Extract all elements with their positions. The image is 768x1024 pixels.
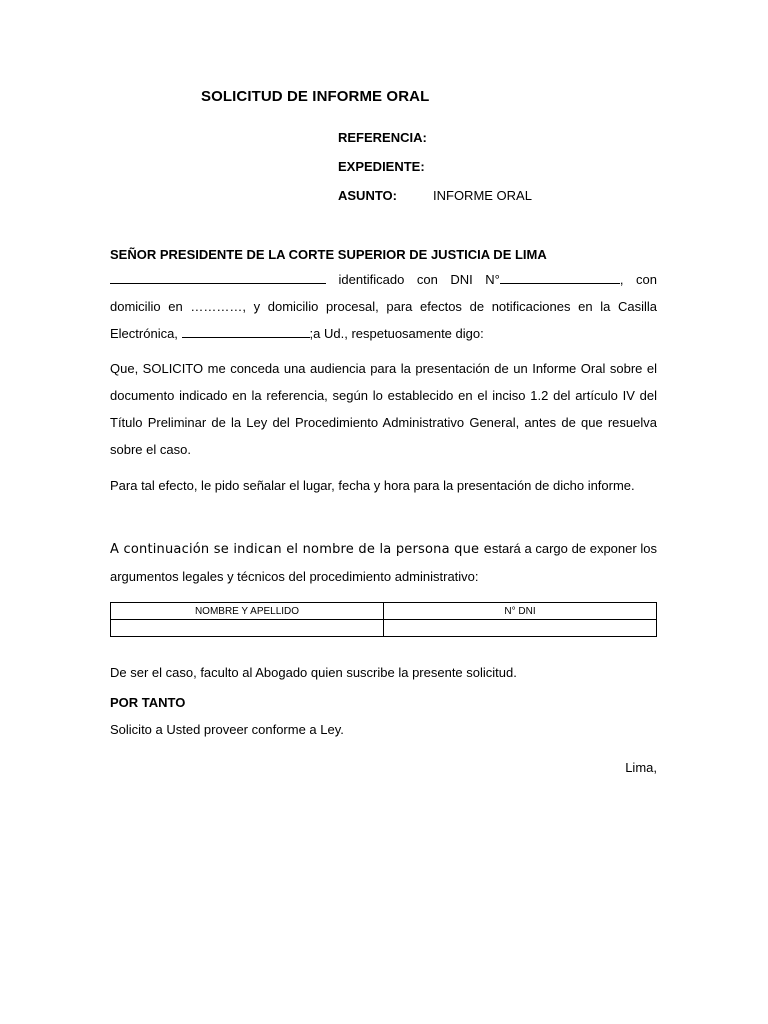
header-dni: N° DNI [384, 603, 657, 620]
table-row [111, 620, 657, 637]
schedule-paragraph: Para tal efecto, le pido señalar el lugar, fecha y hora para la presentación de dicho informe. [110, 478, 635, 493]
closing-place: Lima, [625, 760, 657, 775]
name-blank [110, 271, 326, 284]
cell-dni [384, 620, 657, 637]
persons-paragraph [110, 535, 657, 590]
asunto-row [338, 188, 532, 217]
document-title: SOLICITUD DE INFORME ORAL [201, 88, 430, 105]
persons-table [110, 602, 657, 637]
persons-lead: A continuación se indican el nombre de la persona que e [110, 542, 492, 557]
addressee: SEÑOR PRESIDENTE DE LA CORTE SUPERIOR DE JUSTICIA DE LIMA [110, 247, 547, 262]
intro-part2: , con domicilio en …………, y domicilio procesal, para efectos de notificaciones en la Casilla Electrónica, [110, 272, 657, 341]
intro-part3: ;a Ud., respetuosamente digo: [309, 326, 484, 341]
reference-row [338, 130, 532, 159]
casilla-blank [182, 325, 310, 338]
cell-name [111, 620, 384, 637]
por-tanto-heading: POR TANTO [110, 695, 186, 710]
dni-blank [500, 271, 620, 284]
reference-block [338, 130, 532, 217]
asunto-value: INFORME ORAL [433, 188, 532, 203]
asunto-label: ASUNTO: [338, 188, 397, 203]
header-name: NOMBRE Y APELLIDO [111, 603, 384, 620]
expediente-label: EXPEDIENTE: [338, 159, 425, 174]
reference-label: REFERENCIA: [338, 130, 427, 145]
intro-paragraph [110, 266, 657, 347]
expediente-row [338, 159, 532, 188]
final-paragraph: Solicito a Usted proveer conforme a Ley. [110, 722, 344, 737]
lawyer-paragraph: De ser el caso, faculto al Abogado quien suscribe la presente solicitud. [110, 665, 517, 680]
table-header-row [111, 603, 657, 620]
persons-rest: stará a cargo de exponer los argumentos legales y técnicos del procedimiento administrativo: [110, 541, 657, 584]
intro-part1: identificado con DNI N° [338, 272, 500, 287]
request-paragraph: Que, SOLICITO me conceda una audiencia para la presentación de un Informe Oral sobre el documento indicado en la referencia, según lo establecido en el inciso 1.2 del artículo IV del Título Preliminar de la Ley del Procedimiento Administrativo General, antes de que resuelva sobre el caso. [110, 361, 657, 457]
